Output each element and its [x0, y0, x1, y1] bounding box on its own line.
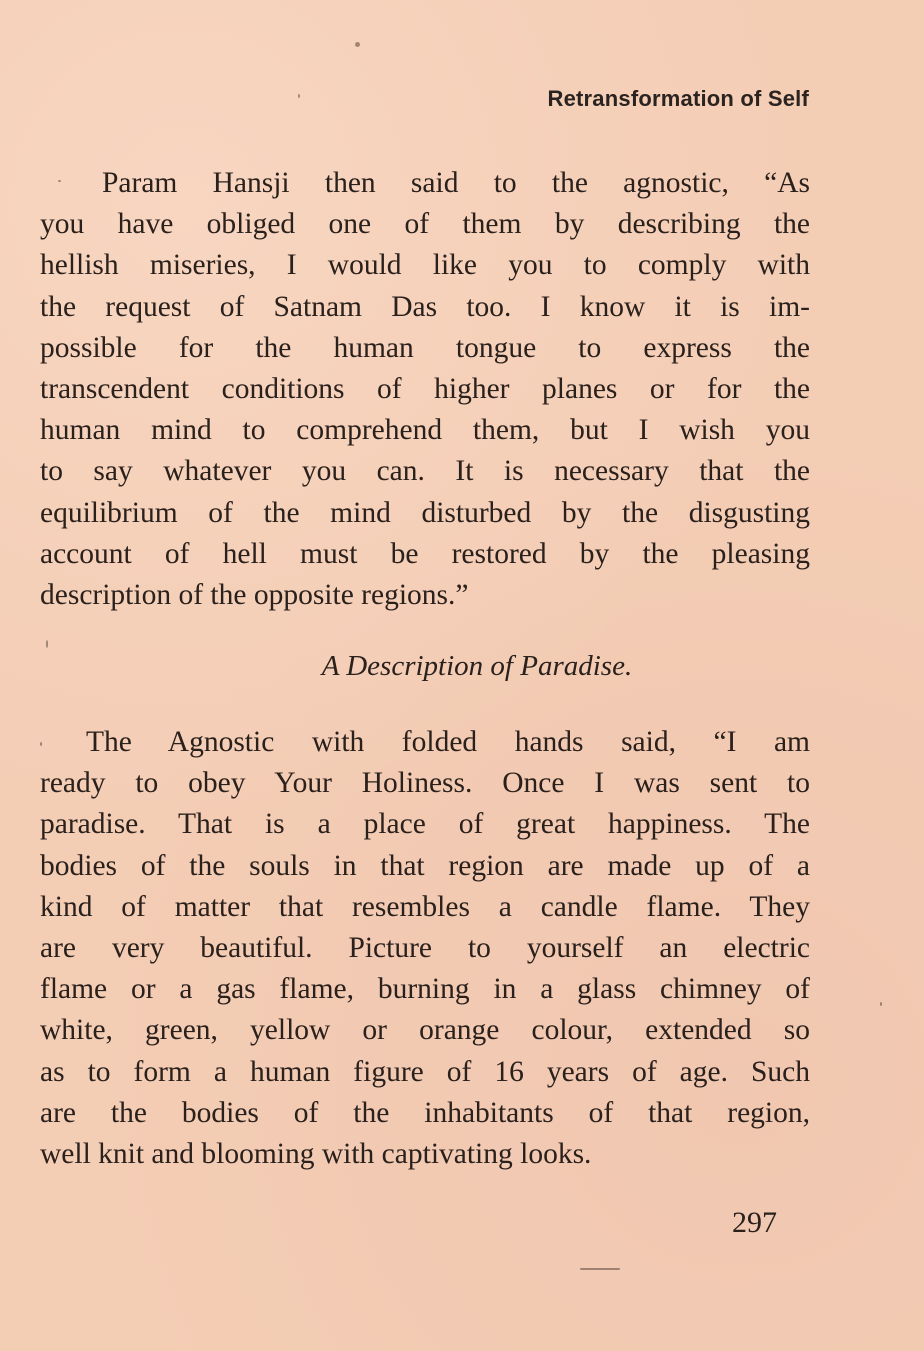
text-line: account of hell must be restored by the pleasing: [40, 537, 810, 570]
section-heading: A Description of Paradise.: [321, 650, 633, 682]
page-number: 297: [732, 1206, 777, 1239]
text-line: to say whatever you can. It is necessary that the: [40, 455, 810, 488]
text-line: The Agnostic with folded hands said, “I am: [86, 726, 810, 758]
paragraph-1: [40, 163, 810, 616]
text-line: possible for the human tongue to express the: [40, 331, 810, 364]
text-line: Param Hansji then said to the agnostic, “As: [102, 167, 810, 199]
paragraph-2: [40, 722, 810, 1175]
text-line: transcendent conditions of higher planes or for the: [40, 373, 810, 406]
paper-speck: [58, 180, 61, 182]
paper-speck: [46, 640, 48, 648]
text-line: paradise. That is a place of great happiness. The: [40, 808, 810, 841]
text-line: description of the opposite regions.”: [40, 579, 469, 612]
paper-speck: [580, 1268, 620, 1270]
text-line: you have obliged one of them by describing the: [40, 208, 810, 241]
text-line: as to form a human figure of 16 years of age. Such: [40, 1055, 810, 1088]
text-line: hellish miseries, I would like you to comply with: [40, 249, 810, 282]
text-line: ready to obey Your Holiness. Once I was sent to: [40, 767, 810, 800]
text-line: well knit and blooming with captivating looks.: [40, 1138, 592, 1171]
text-line: the request of Satnam Das too. I know it is im-: [40, 290, 810, 323]
paper-speck: [355, 42, 360, 47]
paper-speck: [298, 94, 300, 98]
running-head: Retransformation of Self: [547, 86, 809, 111]
text-line: are the bodies of the inhabitants of that region,: [40, 1096, 810, 1129]
text-line: are very beautiful. Picture to yourself an electric: [40, 932, 810, 965]
text-line: flame or a gas flame, burning in a glass chimney of: [40, 973, 810, 1006]
text-line: white, green, yellow or orange colour, extended so: [40, 1014, 810, 1047]
text-line: human mind to comprehend them, but I wish you: [40, 414, 810, 447]
paper-speck: [40, 742, 42, 746]
paper-speck: [880, 1002, 882, 1006]
text-line: kind of matter that resembles a candle flame. They: [40, 890, 810, 923]
text-line: equilibrium of the mind disturbed by the disgusting: [40, 496, 810, 529]
text-line: bodies of the souls in that region are made up of a: [40, 849, 810, 882]
